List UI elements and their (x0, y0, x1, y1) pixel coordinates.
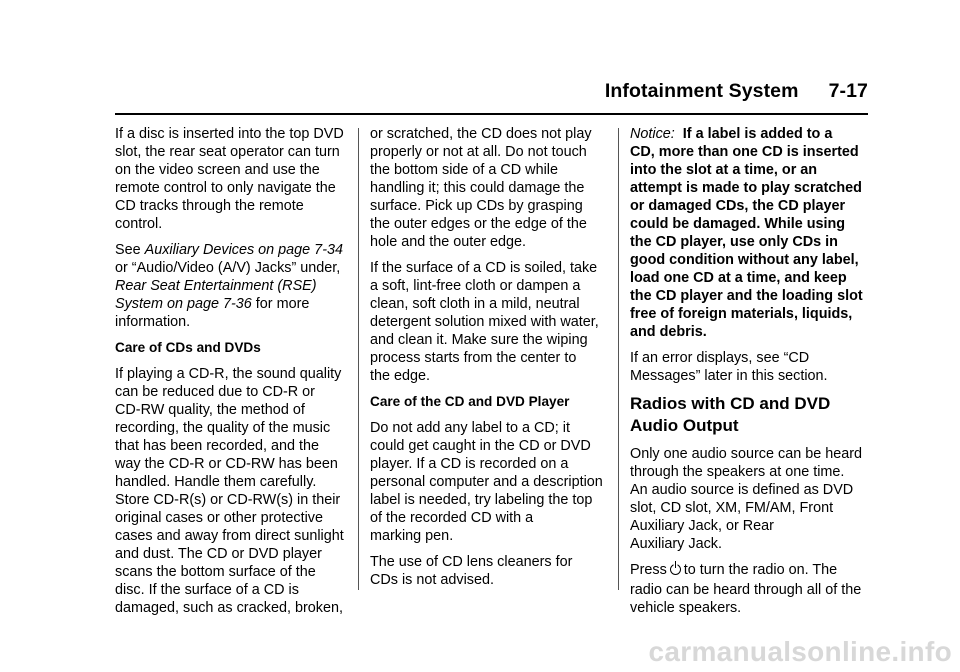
text-line: of the recorded CD with a (370, 510, 534, 526)
text-line: the CD player and the loading slot (630, 288, 863, 304)
text-line: or scratched, the CD does not play (370, 126, 592, 142)
text-line: the bottom side of a CD while (370, 162, 558, 178)
subheading: Care of the CD and DVD Player (370, 394, 570, 409)
power-icon (670, 564, 681, 575)
paragraph (370, 259, 602, 385)
column-3 (630, 125, 870, 625)
text-line: If the surface of a CD is soiled, take (370, 260, 598, 276)
text-line: on the video screen and use the (115, 162, 320, 178)
notice-label: Notice: (630, 126, 675, 142)
text-line: Do not add any label to a CD; it (370, 420, 570, 436)
text-line (630, 561, 870, 579)
text-line: Auxiliary Jack, or Rear (630, 518, 774, 534)
cross-reference: System on page 7-36 (115, 296, 252, 312)
text-line: handling it; this could damage the (370, 180, 585, 196)
text-line: or “Audio/Video (A/V) Jacks” under, (115, 260, 341, 276)
cross-reference: Auxiliary Devices on page 7-34 (144, 242, 343, 258)
text-line: properly or not at all. Do not touch (370, 144, 587, 160)
text-line: process starts from the center to (370, 350, 577, 366)
section-title: Infotainment System (604, 80, 799, 102)
text-line: original cases or other protective (115, 510, 323, 526)
text-line: Messages” later in this section. (630, 368, 828, 384)
text-line: marking pen. (370, 528, 454, 544)
heading-line: Audio Output (630, 416, 739, 435)
text-line: the CD player, use only CDs in (630, 234, 838, 250)
text-line: could get caught in the CD or DVD (370, 438, 591, 454)
text-line: The use of CD lens cleaners for (370, 554, 573, 570)
text-line: hole and the outer edge. (370, 234, 527, 250)
text-line: that has been recorded, and the (115, 438, 320, 454)
text-line: personal computer and a description (370, 474, 603, 490)
paragraph (630, 445, 870, 553)
text: to turn the radio on. The (683, 562, 838, 578)
text-line: CD, more than one CD is inserted (630, 144, 859, 160)
text-line: If playing a CD-R, the sound quality (115, 366, 342, 382)
paragraph (630, 349, 870, 385)
text-line: If a disc is inserted into the top DVD (115, 126, 344, 142)
text-line: and debris. (630, 324, 707, 340)
page-number: 7-17 (828, 80, 868, 102)
text-line: free of foreign materials, liquids, (630, 306, 853, 322)
text-line: recording, the quality of the music (115, 420, 331, 436)
text-line: CDs is not advised. (370, 572, 494, 588)
text-line: and dust. The CD or DVD player (115, 546, 322, 562)
column-2 (370, 125, 602, 597)
text-line: Store CD-R(s) or CD-RW(s) in their (115, 492, 341, 508)
text-line: surface. Pick up CDs by grasping (370, 198, 583, 214)
text-line: attempt is made to play scratched (630, 180, 862, 196)
text-line: If an error displays, see “CD (630, 350, 810, 366)
text-line: good condition without any label, (630, 252, 859, 268)
text-line: handled. Handle them carefully. (115, 474, 317, 490)
text-line: scans the bottom surface of the (115, 564, 316, 580)
text-line: label is needed, try labeling the top (370, 492, 593, 508)
text-line: or damaged CDs, the CD player (630, 198, 846, 214)
text-line (115, 241, 347, 259)
column-1 (115, 125, 347, 625)
text-line: control. (115, 216, 163, 232)
text-line: player. If a CD is recorded on a (370, 456, 569, 472)
text: for more (251, 296, 310, 312)
paragraph (115, 125, 347, 233)
text-line: slot, the rear seat operator can turn (115, 144, 340, 160)
paragraph (370, 419, 602, 545)
text-line (630, 125, 870, 143)
paragraph (370, 125, 602, 251)
text-line: information. (115, 314, 191, 330)
watermark: carmanualsonline.info (648, 636, 952, 667)
subheading: Care of CDs and DVDs (115, 340, 261, 355)
text: If a label is added to a (682, 126, 833, 142)
notice-block (630, 125, 870, 341)
text-line: radio can be heard through all of the (630, 582, 862, 598)
heading-line: Radios with CD and DVD (630, 394, 831, 413)
text-line: Only one audio source can be heard (630, 446, 863, 462)
text-line: detergent solution mixed with water, (370, 314, 599, 330)
text-line: remote control to only navigate the (115, 180, 336, 196)
text-line: vehicle speakers. (630, 600, 742, 616)
paragraph-see-also (115, 241, 347, 331)
text-line: and clean it. Make sure the wiping (370, 332, 588, 348)
text-line: clean, soft cloth in a mild, neutral (370, 296, 580, 312)
page-header (605, 80, 868, 103)
see-text: See (115, 242, 141, 258)
section-heading (630, 393, 870, 437)
text-line: could be damaged. While using (630, 216, 846, 232)
cross-reference: Rear Seat Entertainment (RSE) (115, 278, 317, 294)
paragraph (370, 553, 602, 589)
text-line: disc. If the surface of a CD is (115, 582, 299, 598)
text-line: the edge. (370, 368, 431, 384)
paragraph (115, 365, 347, 617)
text-line: damaged, such as cracked, broken, (115, 600, 343, 616)
text-line: can be reduced due to CD-R or (115, 384, 315, 400)
text-line: through the speakers at one time. (630, 464, 845, 480)
text-line: into the slot at a time, or an (630, 162, 818, 178)
text-line: CD-RW quality, the method of (115, 402, 305, 418)
text-line: CD tracks through the remote (115, 198, 304, 214)
header-rule (115, 113, 868, 115)
text-line: Auxiliary Jack. (630, 536, 722, 552)
column-divider-1 (358, 128, 359, 590)
text-line: An audio source is defined as DVD (630, 482, 854, 498)
text-line (115, 295, 347, 313)
column-divider-2 (618, 128, 619, 590)
text-line: load one CD at a time, and keep (630, 270, 847, 286)
text-line: way the CD-R or CD-RW has been (115, 456, 338, 472)
text: Press (630, 562, 667, 578)
text-line: the outer edges or the edge of the (370, 216, 587, 232)
text-line: slot, CD slot, XM, FM/AM, Front (630, 500, 834, 516)
paragraph (630, 561, 870, 617)
text-line: cases and away from direct sunlight (115, 528, 344, 544)
text-line: a soft, lint-free cloth or dampen a (370, 278, 581, 294)
